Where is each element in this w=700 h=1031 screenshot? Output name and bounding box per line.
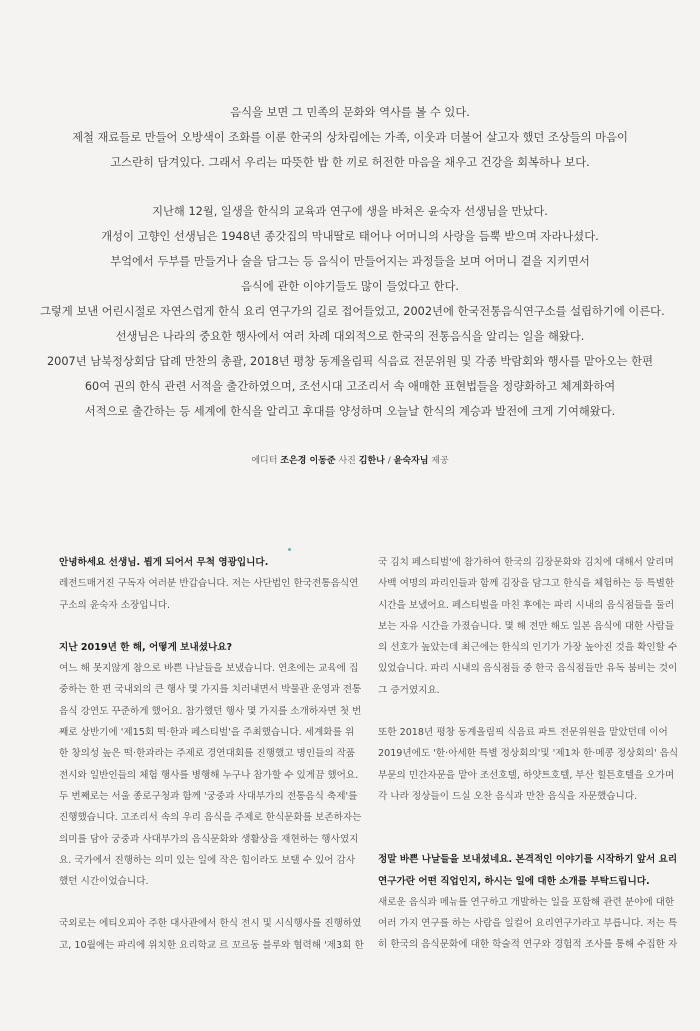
interview-answer-line: 2019년에도 '한·아세한 특별 정상회의'및 '제1차 한·메콩 정상회의' 음식	[378, 748, 679, 760]
interview-answer-line: 요. 국가에서 진행하는 의미 있는 일에 작은 힘이라도 보탤 수 있어 감사	[59, 854, 356, 866]
interview-answer-line: 음식 강연도 꾸준하게 했어요. 참가했던 행사 몇 가지를 소개하자면 첫 번	[59, 705, 362, 717]
paragraph-gap	[378, 828, 668, 849]
intro-line: 부엌에서 두부를 만들거나 술을 담그는 등 음식이 만들어지는 과정들을 보며 어머니 곁을 지키면서	[110, 255, 590, 268]
interview-question-line: 정말 바쁜 나날들을 보내셨네요. 본격적인 이야기를 시작하기 앞서 요리	[378, 854, 678, 866]
interview-answer-line: 여러 가지 연구를 하는 사람을 일컬어 요리연구가라고 부릅니다. 저는 특	[378, 918, 678, 930]
editor-label: 에디터	[251, 456, 278, 466]
interview-right-column	[378, 552, 679, 956]
interview-answer-line: 히 한국의 음식문화에 대한 학술적 연구와 경험적 조사를 통해 수집한 자	[378, 939, 678, 951]
interview-question-line: 안녕하세요 선생님. 뵙게 되어서 무척 영광입니다.	[59, 557, 269, 568]
interview-answer-line: 레전드매거진 구독자 여러분 반갑습니다. 저는 사단법인 한국전통음식연	[59, 578, 359, 590]
source-label: 제공	[431, 456, 449, 466]
credits-separator: /	[387, 456, 394, 466]
intro-text	[40, 100, 665, 424]
interview-answer-line: 의 선호가 높았는데 최근에는 한식의 인기가 가장 높아진 것을 확인할 수	[378, 642, 678, 654]
intro-line: 제철 재료들로 만들어 오방색이 조화를 이룬 한국의 상차림에는 가족, 이웃과 더불어 살고자 했던 조상들의 마음이	[72, 131, 628, 144]
paragraph-gap	[40, 175, 660, 199]
decorative-dot	[288, 548, 291, 551]
credits-line	[40, 453, 660, 466]
intro-line: 고스란히 담겨있다. 그래서 우리는 따뜻한 밥 한 끼로 허전한 마음을 채우고 건강을 회복하나 보다.	[110, 156, 590, 169]
interview-answer-line: 고, 10월에는 파리에 위치한 요리학교 르 꼬르동 블루와 협력해 '제3회 한	[59, 939, 364, 951]
intro-line: 개성이 고향인 선생님은 1948년 종갓집의 막내딸로 태어나 어머니의 사랑을 듬뿍 받으며 자라나셨다.	[101, 230, 599, 243]
interview-answer-line: 그 증거였지요.	[378, 684, 440, 696]
interview-answer-line: 시간을 보냈어요. 페스티벌을 마친 후에는 파리 시내의 음식점들을 둘러	[378, 599, 675, 611]
intro-line: 선생님은 나라의 중요한 행사에서 여러 차례 대외적으로 한국의 전통음식을 알리는 일을 해왔다.	[115, 330, 585, 343]
interview-answer-line: 보는 자유 시간을 가졌습니다. 몇 해 전만 해도 일본 음식에 대한 사람들	[378, 620, 675, 632]
interview-answer-line: 부문의 민간자문을 맡아 조선호텔, 하얏트호텔, 부산 힐튼호텔을 오가며	[378, 769, 675, 781]
intro-line: 서적으로 출간하는 등 세계에 한식을 알리고 후대를 양성하며 오늘날 한식의 계승과 발전에 크게 기여해왔다.	[84, 405, 616, 418]
interview-answer-line: 진행했습니다. 고조리서 속의 우리 음식을 주제로 한식문화를 보존하자는	[59, 812, 362, 824]
interview-answer-line: 국외로는 에티오피아 주한 대사관에서 한식 전시 및 시식행사를 진행하였	[59, 918, 362, 930]
intro-paragraph-2	[40, 199, 665, 424]
interview-answer-line: 여느 해 못지않게 참으로 바쁜 나날들을 보냈습니다. 연초에는 교육에 집	[59, 663, 359, 675]
interview-answer-line: 두 번째로는 서울 종로구청과 함께 '궁중과 사대부가의 전통음식 축제'를	[59, 790, 358, 802]
paragraph-gap	[378, 701, 668, 722]
interview-question-line: 지난 2019년 한 해, 어떻게 보내셨나요?	[59, 641, 233, 653]
intro-line: 음식을 보면 그 민족의 문화와 역사를 볼 수 있다.	[230, 106, 470, 119]
interview-question-line: 연구가란 어떤 직업인지, 하시는 일에 대한 소개를 부탁드립니다.	[378, 875, 650, 887]
photo-name: 김한나	[358, 456, 385, 466]
paragraph-gap	[378, 807, 668, 828]
intro-line: 2007년 남북정상회담 답례 만찬의 총괄, 2018년 평창 동계올림픽 식음료 전문위원 및 각종 박람회와 행사를 맡아오는 한편	[46, 355, 654, 368]
interview-answer-line: 전시와 일반인들의 체험 행사를 병행해 누구나 참가할 수 있게끔 했어요.	[59, 769, 359, 781]
intro-line: 60여 권의 한식 관련 서적을 출간하였으며, 조선시대 고조리서 속 애매한 표현법들을 정량화하고 체계화하여	[84, 380, 616, 393]
photo-label: 사진	[338, 456, 356, 466]
paragraph-gap	[59, 616, 349, 637]
interview-answer-line: 국 김치 페스티벌'에 참가하여 한국의 김장문화와 김치에 대해서 알리며	[378, 557, 674, 568]
intro-paragraph-1	[40, 100, 660, 175]
interview-answer-line: 사백 여명의 파리인들과 함께 김장을 담그고 한식을 체험하는 등 특별한	[378, 578, 675, 590]
interview-answer-line: 구소의 윤숙자 소장입니다.	[59, 599, 171, 611]
interview-answer-line: 의미를 담아 궁중과 사대부가의 음식문화와 생활상을 재현하는 행사였지	[59, 833, 359, 845]
interview-left-column	[59, 552, 364, 956]
interview-answer-line: 또한 2018년 평창 동계올림픽 식음료 파트 전문위원을 맡았던데 이어	[378, 727, 668, 739]
interview-answer-line: 중하는 한 편 국내외의 큰 행사 몇 가지를 치러내면서 박물관 운영과 전통	[59, 684, 362, 696]
interview-answer-line: 했던 시간이었습니다.	[59, 876, 149, 888]
intro-line: 그렇게 보낸 어린시절로 자연스럽게 한식 요리 연구가의 길로 접어들었고, 2002년에 한국전통음식연구소를 설립하기에 이른다.	[40, 305, 665, 318]
paragraph-gap	[59, 892, 349, 913]
interview-answer-line: 있었습니다. 파리 시내의 음식점들 중 한국 음식점들만 유독 붐비는 것이	[378, 663, 678, 675]
interview-answer-line: 째로 상반기에 '제15회 떡·한과 페스티벌'을 주최했습니다. 세계화를 위	[59, 727, 355, 739]
intro-line: 음식에 관한 이야기들도 많이 들었다고 한다.	[241, 280, 459, 293]
intro-line: 지난해 12월, 일생을 한식의 교육과 연구에 생을 바쳐온 윤숙자 선생님을 만났다.	[152, 205, 548, 218]
interview-answer-line: 한 창의성 높은 떡·한과라는 주제로 경연대회를 진행했고 명인들의 작품	[59, 748, 356, 760]
interview-answer-line: 새로운 음식과 메뉴를 연구하고 개발하는 일을 포함해 관련 분야에 대한	[378, 896, 675, 908]
editor-names: 조은경 이동준	[280, 456, 336, 466]
source-name: 윤숙자님	[393, 456, 429, 466]
interview-answer-line: 각 나라 정상들이 드실 오찬 음식과 만찬 음식을 자문했습니다.	[378, 790, 638, 802]
